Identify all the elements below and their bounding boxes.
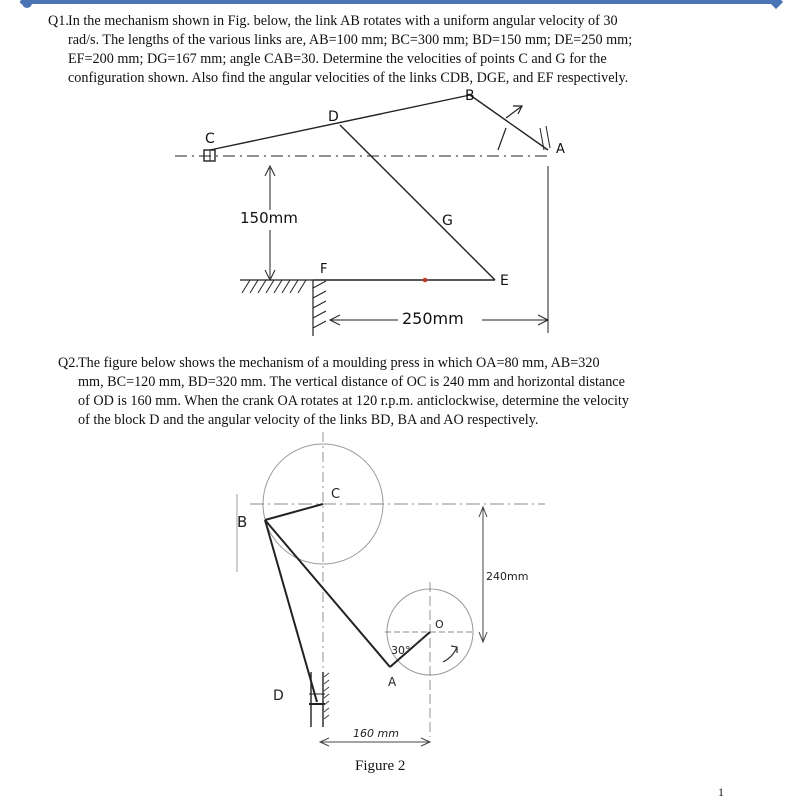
header-rule <box>20 0 780 4</box>
question-2-text <box>58 354 720 430</box>
dimension-150mm: 150mm <box>240 209 298 227</box>
link-cb <box>210 95 470 150</box>
question-1-number: Q1. <box>48 13 69 29</box>
figure-2-mechanism <box>225 432 565 762</box>
question-2-line: of the block D and the angular velocity of the links BD, BA and AO respectively. <box>78 412 539 428</box>
label-b: B <box>465 88 475 104</box>
label-d2: D <box>273 688 284 704</box>
dimension-160mm: 160 mm <box>353 727 399 740</box>
page-number: 1 <box>718 785 724 799</box>
figure-1-mechanism <box>170 88 590 336</box>
question-2-line: mm, BC=120 mm, BD=320 mm. The vertical distance of OC is 240 mm and horizontal distance <box>78 374 625 390</box>
link-de <box>340 125 495 280</box>
question-2-line: of OD is 160 mm. When the crank OA rotates at 120 r.p.m. anticlockwise, determine the velocity <box>78 393 629 409</box>
question-1-line: configuration shown. Also find the angular velocities of the links CDB, DGE, and EF respectively. <box>68 70 629 86</box>
question-1 <box>48 12 728 88</box>
question-1-line: rad/s. The lengths of the various links are, AB=100 mm; BC=300 mm; BD=150 mm; DE=250 mm; <box>68 32 633 48</box>
label-b2: B <box>237 513 248 531</box>
header-dot-right <box>769 0 783 9</box>
label-a: A <box>556 142 565 157</box>
label-f: F <box>320 262 328 277</box>
label-d: D <box>328 109 339 125</box>
joint-marker <box>423 278 428 283</box>
label-e: E <box>500 273 509 289</box>
label-o: O <box>435 618 444 631</box>
angle-label: 30° <box>391 644 411 657</box>
question-1-line: In the mechanism shown in Fig. below, the link AB rotates with a uniform angular velocity of 30 <box>68 13 618 29</box>
question-2 <box>58 354 720 430</box>
label-a2: A <box>388 675 397 689</box>
question-2-line: The figure below shows the mechanism of a moulding press in which OA=80 mm, AB=320 <box>78 355 600 371</box>
link-ab <box>470 95 548 150</box>
label-g: G <box>442 213 453 229</box>
question-1-text <box>48 12 728 88</box>
label-c2: C <box>331 487 341 502</box>
figure-2-caption: Figure 2 <box>355 758 406 774</box>
label-c: C <box>205 131 215 147</box>
question-2-number: Q2. <box>58 355 79 371</box>
question-1-line: EF=200 mm; DG=167 mm; angle CAB=30. Determine the velocities of points C and G for the <box>68 51 607 67</box>
dimension-240mm: 240mm <box>486 570 529 583</box>
header-dot-left <box>22 0 32 8</box>
dimension-250mm: 250mm <box>402 309 464 328</box>
